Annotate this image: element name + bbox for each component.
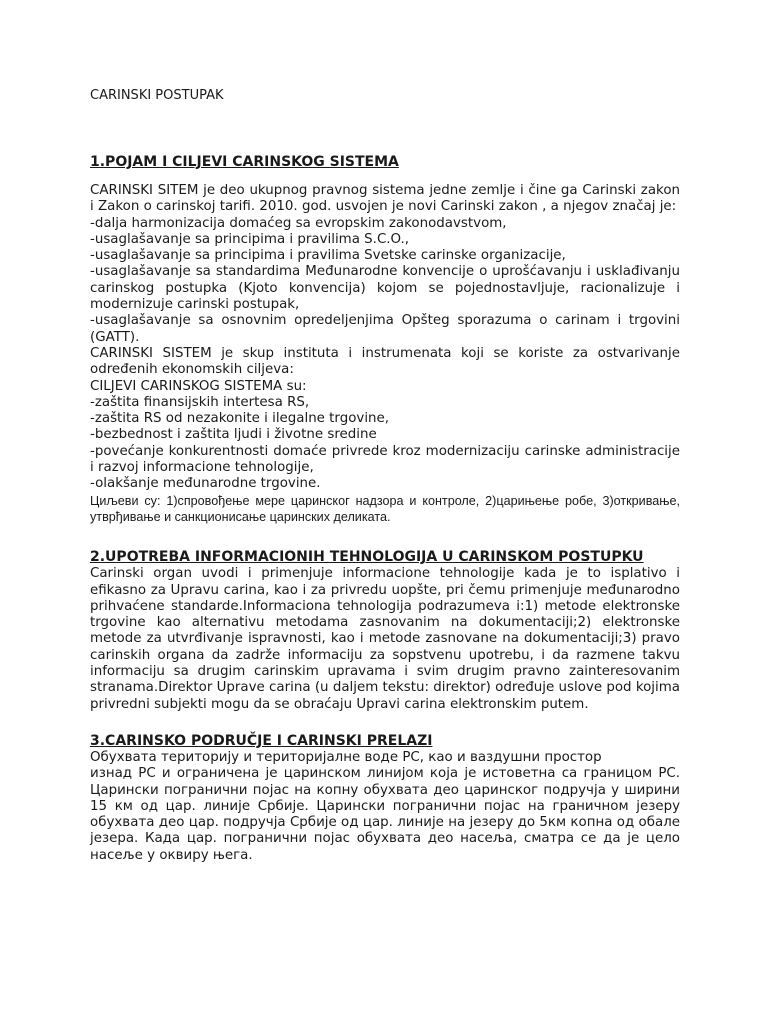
- section-3-heading: 3.CARINSKO PODRUČJE I CARINSKI PRELAZI: [90, 732, 433, 749]
- section-3-body: изнад РС и ограничена је царинском линијом која је истоветна са границом РС. Царински погранични појас на копну обухвата део царинског подручја у ширини 15 км од цар. линије Србије. Царински погранични појас на граничном језеру обухвата део цар. подручја Србије од цар. линије на језеру до 5км копна од обале језера. Када цар. погранични појас обухвата део насеља, сматра се да је цело насеље у оквиру њега.: [90, 766, 680, 863]
- section-1-goal: -zaštita RS od nezakonite i ilegalne trgovine,: [90, 411, 390, 427]
- section-1-goal: -povećanje konkurentnosti domaće privrede kroz modernizaciju carinske administracije i razvoj informacione tehnologije,: [90, 443, 680, 476]
- section-1-definition: CARINSKI SISTEM je skup instituta i instrumenata koji se koriste za ostvarivanje određenih ekonomskih ciljeva:: [90, 345, 680, 378]
- section-1-goals-label: CILJEVI CARINSKOG SISTEMA su:: [90, 378, 307, 394]
- section-1-cyrillic-goals: Циљеви су: 1)спровођење мере царинског надзора и контроле, 2)царињење робе, 3)откривање, утврђивање и санкционисање царинских деликата.: [90, 493, 680, 524]
- section-1-item: -dalja harmonizacija domaćeg sa evropskim zakonodavstvom,: [90, 215, 507, 231]
- section-1-item: -usaglašavanje sa principima i pravilima Svetske carinske organizacije,: [90, 248, 566, 264]
- section-1-intro: CARINSKI SITEM je deo ukupnog pravnog sistema jedne zemlje i čine ga Carinski zakon i Zakon o carinskoj tarifi. 2010. god. usvojen je novi Carinski zakon , a njegov značaj je:: [90, 183, 680, 215]
- section-3-first-line: Обухвата територију и територијалне воде РС, као и ваздушни простор: [90, 749, 602, 765]
- section-2-body: Carinski organ uvodi i primenjuje informacione tehnologije kada je to isplativo i efikasno za Upravu carina, kao i za privredu uopšte, pri čemu primenjuje međunarodno prihvaćene standarde.Informaciona tehnologija podrazumeva i:1) metode elektronske trgovine kao alternativu metodama zasnovanim na dokumentaciji;2) elektronske metode za utvrđivanje ispravnosti, kao i metode zasnovane na dokumentaciji;3) pravo carinskih organa da zadrže informaciju za sopstvenu upotrebu, i da razmene takvu informaciju sa drugim carinskim upravama i svim drugim pravno zainteresovanim stranama.Direktor Uprave carina (u daljem tekstu: direktor) određuje uslove pod kojima privredni subjekti mogu da se obraćaju Upravi carina elektronskim putem.: [90, 566, 680, 712]
- document-title: CARINSKI POSTUPAK: [90, 88, 224, 103]
- section-2-heading: 2.UPOTREBA INFORMACIONIH TEHNOLOGIJA U CARINSKOM POSTUPKU: [90, 549, 644, 566]
- section-1-item: -usaglašavanje sa standardima Međunarodne konvencije o uprošćavanju i usklađivanju carinskog postupka (Kjoto konvencija) kojom se pojednostavljuje, racionalizuje i modernizuje carinski postupak,: [90, 264, 680, 313]
- section-1-heading: 1.POJAM I CILJEVI CARINSKOG SISTEMA: [90, 154, 399, 170]
- section-1-item: -usaglašavanje sa principima i pravilima S.C.O.,: [90, 231, 410, 247]
- section-1-item: -usaglašavanje sa osnovnim opredeljenjima Opšteg sporazuma o carinam i trgovini (GATT).: [90, 313, 680, 345]
- section-1-goal: -bezbednost i zaštita ljudi i životne sredine: [90, 427, 377, 443]
- section-1-goal: -zaštita finansijskih intertesa RS,: [90, 394, 310, 410]
- section-1-goal: -olakšanje međunarodne trgovine.: [90, 476, 321, 492]
